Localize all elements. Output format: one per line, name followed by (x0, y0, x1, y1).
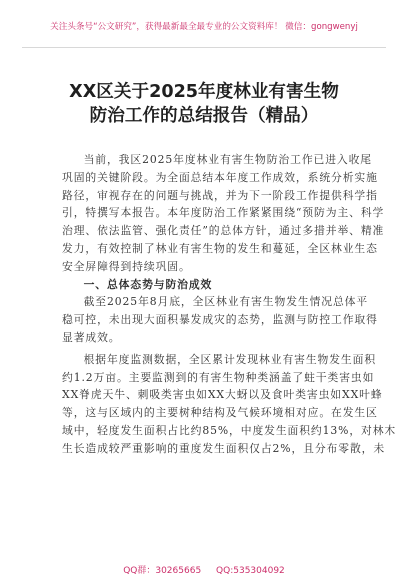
footer-qq-group: QQ群：30265665 (123, 566, 202, 576)
text-line: 治理、依法监管、强化责任”的总体方针，通过多措并举、精准 (62, 224, 385, 238)
text-line: XX脊虎天牛、刺吸类害虫如XX大蚜以及食叶类害虫如XX叶蜂 (62, 388, 383, 402)
text-line: 显著成效。 (62, 330, 121, 344)
document-body (62, 151, 397, 458)
text-line: 根据年度监测数据，全区累计发现林业有害生物发生面积 (83, 352, 377, 366)
paragraph-status (62, 293, 378, 346)
title-line-2: 防治工作的总结报告（精品） (89, 106, 319, 126)
text-line: 巩固的关键阶段。为全面总结本年度工作成效，系统分析实施 (62, 170, 378, 184)
text-line: 路径，审视存在的问题与挑战，并为下一阶段工作提供科学指 (62, 188, 378, 202)
text-line: 安全屏障得到持续巩固。 (62, 259, 191, 273)
text-line: 约1.2万亩。主要监测到的有害生物种类涵盖了蛀干类害虫如 (62, 370, 375, 384)
text-line: 当前，我区2025年度林业有害生物防治工作已进入收尾 (83, 153, 373, 166)
text-line: 域中，轻度发生面积占比约85%，中度发生面积约13%，对林木 (62, 423, 397, 437)
top-banner: 关注头条号“公文研究”，获得最新最全最专业的公文资料库！ 微信：gongwenyj (50, 22, 358, 32)
footer-contact (0, 563, 408, 576)
title-line-1: XX区关于2025年度林业有害生物 (69, 82, 339, 102)
footer-qq: QQ:535304092 (216, 566, 285, 576)
text-line: 引，特撰写本报告。本年度防治工作紧紧围绕“预防为主、科学 (62, 206, 385, 220)
paragraph-intro (62, 151, 385, 276)
text-line: 等，这与区域内的主要树种结构及气候环境相对应。在发生区 (62, 406, 378, 420)
header-divider (22, 47, 386, 48)
text-line: 发力，有效控制了林业有害生物的发生和蔓延，全区林业生态 (62, 241, 378, 255)
paragraph-monitoring (62, 351, 397, 458)
document-title (0, 80, 408, 128)
section-heading: 一、总体态势与防治成效 (83, 277, 213, 291)
text-line: 截至2025年8月底，全区林业有害生物发生情况总体平 (83, 295, 369, 309)
text-line: 稳可控，未出现大面积暴发成灾的态势，监测与防控工作取得 (62, 313, 378, 327)
text-line: 生长造成较严重影响的重度发生面积仅占2%，且分布零散，未 (62, 441, 386, 455)
